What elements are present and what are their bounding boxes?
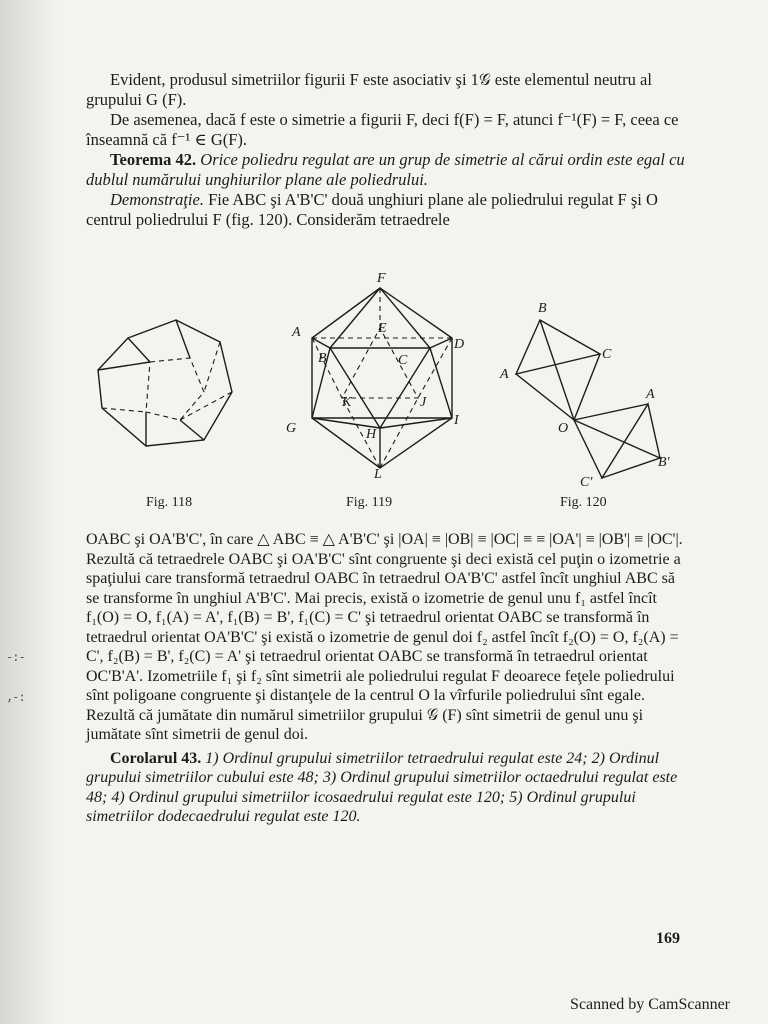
label-G: G [286, 421, 297, 436]
paragraph-associativity: Evident, produsul simetriilor figurii F este asociativ şi 1𝒢 este elementul neutru al grupului G (F). [86, 70, 652, 109]
fig119-caption: Fig. 119 [346, 495, 393, 510]
label-B: B [318, 351, 327, 366]
theorem-text: Orice poliedru regulat are un grup de simetrie al cărui ordin este egal cu dublul numărului unghiurilor plane ale poliedrului. [86, 150, 685, 189]
theorem-label: Teorema 42. [110, 150, 197, 169]
figures-area [80, 271, 700, 520]
label-C: C [398, 353, 408, 368]
label-D: D [454, 337, 465, 352]
demonstration-label: Demonstraţie. [110, 190, 204, 209]
demonstration-start [86, 190, 686, 230]
label-L: L [374, 467, 382, 482]
label-A: A [292, 325, 301, 340]
margin-bleed-mark: -:- [6, 650, 25, 664]
fig118-caption: Fig. 118 [146, 495, 193, 510]
label-F: F [377, 271, 386, 286]
proof-section [86, 530, 686, 827]
label-K: K [342, 395, 352, 410]
demonstration-text: Fie ABC şi A'B'C' două unghiuri plane ale poliedrului regulat F şi O centrul poliedrului F (fig. 120). Considerăm tetraedrele [86, 190, 658, 229]
paragraph-proof-main: OABC şi OA'B'C', în care △ ABC ≡ △ A'B'C' şi |OA| ≡ |OB| ≡ |OC| ≡ ≡ |OA'| ≡ |OB'| ≡ |OC'|. Rezultă că tetraedrele OABC şi OA'B'C' sînt congruente şi deci există cel puţin o izometrie a spaţiului care transformă tetraedrul OABC în tetraedrul OA'B'C' astfel încît unghiul ABC să se transforme în unghiul A'B'C'. Mai precis, există o izometrie de genul unu f₁ astfel încît f₁(O) = O, f₁(A) = A', f₁(B) = B', f₁(C) = C' şi tetraedrul orientat OABC se transformă în tetraedrul orientat OA'B'C' şi există o izometrie de genul doi f₂ astfel încît f₂(O) = O, f₂(A) = C', f₂(B) = B', f₂(C) = A' şi tetraedrul orientat OABC se transformă în tetraedrul orientat OC'B'A'. Izometriile f₁ şi f₂ sînt simetrii ale poliedrului regulat F deoarece feţele poliedrului sînt poligoane congruente şi distanţele de la centrul O la vîrfurile poliedrului sînt egale. Rezultă că jumătate din numărul simetriilor grupului 𝒢 (F) sînt simetrii de genul unu şi jumătate sînt simetrii de genul doi. [86, 531, 683, 743]
label-C-prime: C' [580, 475, 593, 490]
margin-bleed-mark: ,-: [6, 690, 25, 704]
page-gutter-shadow [0, 0, 60, 1024]
scanner-watermark: Scanned by CamScanner [570, 996, 730, 1013]
fig118-dodecahedron [98, 320, 232, 446]
label-O: O [558, 421, 569, 436]
label-I: I [454, 413, 459, 428]
fig120-caption: Fig. 120 [560, 495, 607, 510]
label-H: H [366, 427, 377, 442]
label-C: C [602, 347, 612, 362]
label-E: E [378, 321, 387, 336]
intro-section [86, 70, 686, 230]
corollary-43 [86, 749, 686, 827]
page-number: 169 [656, 930, 680, 947]
corollary-label: Corolarul 43. [110, 749, 202, 767]
label-A-prime: A [646, 387, 655, 402]
label-B: B [538, 301, 547, 316]
label-B-prime: B' [658, 455, 670, 470]
label-J: J [420, 395, 427, 410]
corollary-text: 1) Ordinul grupului simetriilor tetraedrului regulat este 24; 2) Ordinul grupului simetriilor cubului este 48; 3) Ordinul grupului simetriilor octaedrului regulat este 48; 4) Ordinul grupului simetriilor icosaedrului regulat este 120; 5) Ordinul grupului simetriilor dodecaedrului regulat este 120. [86, 749, 678, 825]
label-A: A [500, 367, 509, 382]
fig119-icosahedron [286, 271, 464, 482]
fig120-tetrahedra [499, 301, 671, 490]
theorem-42 [86, 150, 686, 190]
paragraph-inverse: De asemenea, dacă f este o simetrie a figurii F, deci f(F) = F, atunci f⁻¹(F) = F, ceea ce înseamnă că f⁻¹ ∈ G(F). [86, 110, 679, 149]
